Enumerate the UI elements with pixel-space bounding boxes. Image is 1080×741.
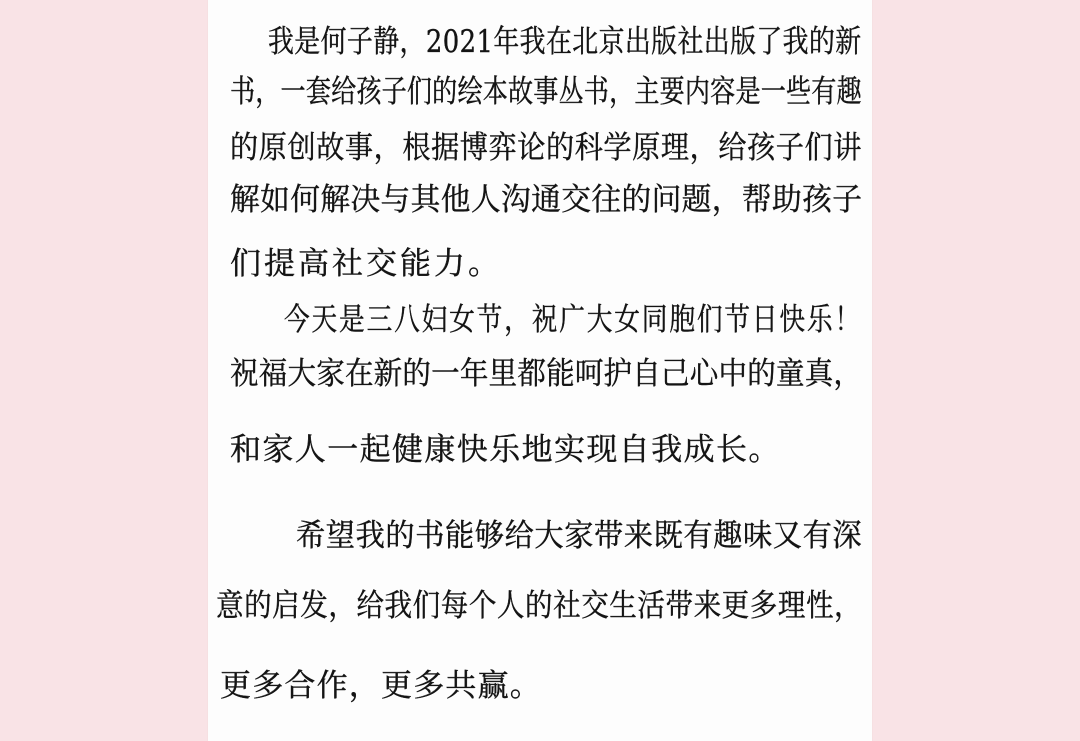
letter-line-11: 更多合作，更多共赢。: [220, 668, 542, 704]
letter-line-9: 希望我的书能够给大家带来既有趣味又有深: [296, 518, 863, 554]
letter-line-10: 意的启发，给我们每个人的社交生活带来更多理性，: [216, 588, 863, 624]
letter-line-3: 的原创故事，根据博弈论的科学原理，给孩子们讲: [230, 130, 862, 166]
letter-line-4: 解如何解决与其他人沟通交往的问题，帮助孩子: [230, 182, 863, 218]
letter-line-1: 我是何子静，2021年我在北京出版社出版了我的新: [268, 24, 862, 60]
letter-line-2: 书，一套给孩子们的绘本故事丛书，主要内容是一些有趣: [230, 74, 862, 110]
handwritten-letter-paper: [208, 0, 872, 741]
letter-line-7: 祝福大家在新的一年里都能呵护自己心中的童真，: [230, 356, 863, 392]
letter-line-6: 今天是三八妇女节，祝广大女同胞们节日快乐！: [284, 302, 862, 338]
letter-line-8: 和家人一起健康快乐地实现自我成长。: [230, 432, 781, 468]
letter-line-5: 们提高社交能力。: [230, 246, 502, 282]
